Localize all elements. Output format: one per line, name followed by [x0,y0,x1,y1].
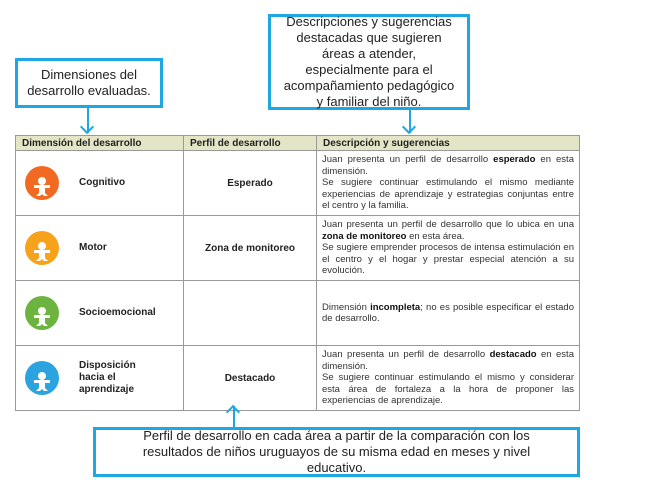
arrow-down-icon [409,110,411,133]
callout-text: Perfil de desarrollo en cada área a partir de la comparación con los resultados de niños uruguayos de su misma edad en meses y nivel educativo. [142,428,531,475]
arrow-down-icon [87,108,89,133]
development-table [15,135,580,411]
dimension-cell [16,151,184,216]
table-row [16,151,580,216]
desc-bold: zona de monitoreo [322,230,407,242]
callout-descriptions [268,14,470,110]
desc-suggestion: Se sugiere emprender procesos de intensa estimulación en el centro y el hogar y prestar especial atención a su evolución. [322,242,574,277]
desc-bold: incompleta [370,301,421,313]
desc-text: en esta área. [406,230,465,242]
table-row [16,346,580,411]
profile-cell: Esperado [184,151,317,216]
dimension-cell [16,216,184,281]
profile-cell: Zona de monitoreo [184,216,317,281]
table-row [16,281,580,346]
arrow-up-icon [233,406,235,427]
desc-suggestion: Se sugiere continuar estimulando el mismo mediante experiencias de aprendizaje y estrategias conjuntas entre el centro y la familia. [322,177,574,212]
description-cell [317,346,580,411]
header-profile: Perfil de desarrollo [184,136,317,151]
desc-text: Juan presenta un perfil de desarrollo [322,349,490,361]
motor-icon [25,231,59,265]
description-cell [317,151,580,216]
socioemotional-icon [25,296,59,330]
desc-text: en esta dimensión. [322,349,574,372]
description-cell [317,281,580,346]
dimension-cell [16,346,184,411]
table-row [16,216,580,281]
dimension-label: Socioemocional [79,307,156,318]
dimension-label: Motor [79,242,107,253]
header-dimension: Dimensión del desarrollo [16,136,184,151]
desc-text: Dimensión [322,301,371,313]
callout-profile [93,427,580,477]
desc-text: en esta dimensión. [322,154,574,177]
callout-text: Dimensiones del desarrollo evaluadas. [27,67,151,98]
desc-bold: destacado [489,349,537,361]
learning-disposition-icon [25,361,59,395]
desc-text: Juan presenta un perfil de desarrollo [322,154,494,166]
profile-cell: Destacado [184,346,317,411]
dimension-cell [16,281,184,346]
desc-suggestion: Se sugiere continuar estimulando el mismo y considerar esta área de fortaleza a la hora de proponer las experiencias de aprendizaje. [322,372,574,407]
description-cell [317,216,580,281]
header-description: Descripción y sugerencias [317,136,580,151]
dimension-label: Disposición hacia el aprendizaje [79,360,136,395]
callout-text: Descripciones y sugerencias destacadas que sugieren áreas a atender, especialmente para el acompañamiento pedagógico y familiar del niño. [283,14,455,109]
desc-text: Juan presenta un perfil de desarrollo que lo ubica en una [322,219,574,231]
cognitive-icon [25,166,59,200]
desc-bold: esperado [493,154,536,166]
callout-dimensions [15,58,163,108]
dimension-label: Cognitivo [79,177,126,188]
desc-text: ; no es posible especificar el estado de desarrollo. [322,301,574,324]
profile-cell [184,281,317,346]
